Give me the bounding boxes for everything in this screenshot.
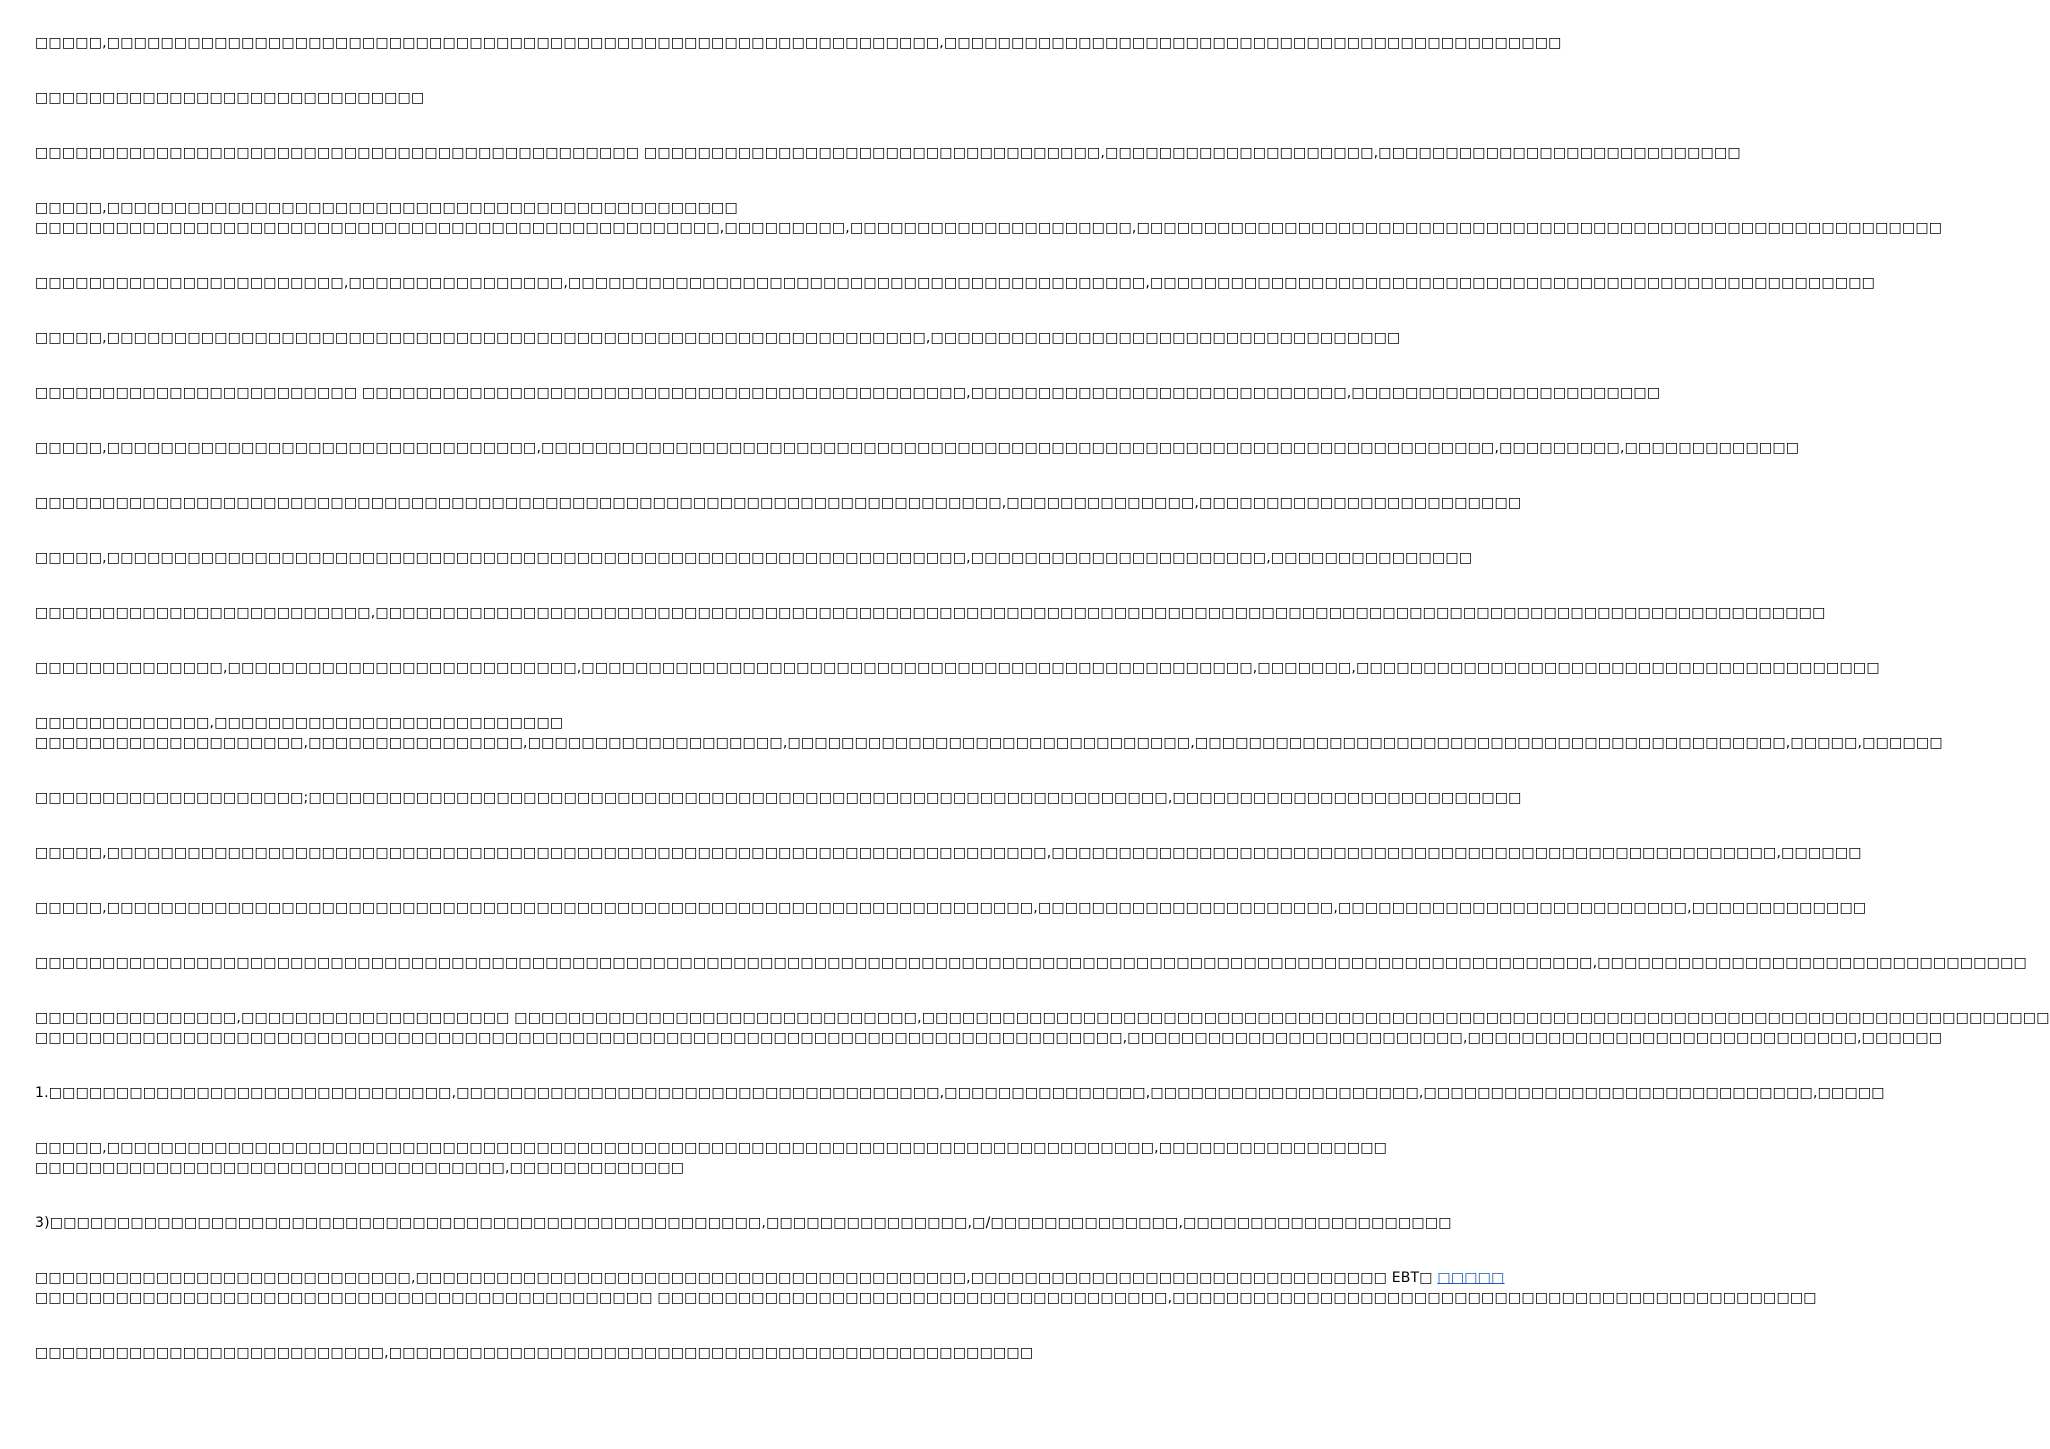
paragraph-18: □□□□□,□□□□□□□□□□□□□□□□□□□□□□□□□□□□□□□□□□□□□□□□□□□□□□□□□□□□□□□□□□□□□□□□□□□□□,□□□□□□□□□□□□□□□□□□□□□□,□□□□□□□□□□□□□□□□□□□□□□□□□□,□□□□□□□□□□□□□ (35, 900, 1867, 916)
paragraph-19: □□□□□□□□□□□□□□□□□□□□□□□□□□□□□□□□□□□□□□□□□□□□□□□□□□□□□□□□□□□□□□□□□□□□□□□□□□□□□□□□□□□□□□□□□□□□□□□□□□□□□□□□□□□□□□□□□□□□,□□□□□□□□□□□□□□□□□□□□□□□□□□□□□□□□ (35, 955, 2027, 971)
paragraph-8: □□□□□□□□□□□□□□□□□□□□□□□□ □□□□□□□□□□□□□□□□□□□□□□□□□□□□□□□□□□□□□□□□□□□□□,□□□□□□□□□□□□□□□□□□□□□□□□□□□□,□□□□□□□□□□□□□□□□□□□□□□□ (35, 385, 1661, 401)
paragraph-16: □□□□□□□□□□□□□□□□□□□□;□□□□□□□□□□□□□□□□□□□□□□□□□□□□□□□□□□□□□□□□□□□□□□□□□□□□□□□□□□□□□□□□,□□□□□□□□□□□□□□□□□□□□□□□□□□ (35, 790, 1522, 806)
paragraph-28: □□□□□□□□□□□□□□□□□□□□□□□□□□,□□□□□□□□□□□□□□□□□□□□□□□□□□□□□□□□□□□□□□□□□□□□□□□□ (35, 1345, 1034, 1361)
document-body (35, 33, 2050, 1363)
paragraph-7: □□□□□,□□□□□□□□□□□□□□□□□□□□□□□□□□□□□□□□□□□□□□□□□□□□□□□□□□□□□□□□□□□□□,□□□□□□□□□□□□□□□□□□□□□□□□□□□□□□□□□□□ (35, 330, 1401, 346)
paragraph-23: □□□□□,□□□□□□□□□□□□□□□□□□□□□□□□□□□□□□□□□□□□□□□□□□□□□□□□□□□□□□□□□□□□□□□□□□□□□□□□□□□□□□,□□□□□□□□□□□□□□□□□ (35, 1140, 1388, 1156)
paragraph-25: 3)□□□□□□□□□□□□□□□□□□□□□□□□□□□□□□□□□□□□□□□□□□□□□□□□□□□□□,□□□□□□□□□□□□□□□,□/□□□□□□□□□□□□□□,□□□□□□□□□□□□□□□□□□□□ (35, 1215, 1452, 1231)
paragraph-26-text: □□□□□□□□□□□□□□□□□□□□□□□□□□□□,□□□□□□□□□□□□□□□□□□□□□□□□□□□□□□□□□□□□□□□□□,□□□□□□□□□□□□□□□□□□□□□□□□□□□□□□□ EBT□ (35, 1270, 1433, 1286)
paragraph-26 (35, 1268, 1505, 1288)
paragraph-15: □□□□□□□□□□□□□□□□□□□□,□□□□□□□□□□□□□□□□,□□□□□□□□□□□□□□□□□□□,□□□□□□□□□□□□□□□□□□□□□□□□□□□□□□,□□□□□□□□□□□□□□□□□□□□□□□□□□□□□□□□□□□□□□□□□□□□,□□□□□,□□□□□□ (35, 735, 1943, 751)
paragraph-10: □□□□□□□□□□□□□□□□□□□□□□□□□□□□□□□□□□□□□□□□□□□□□□□□□□□□□□□□□□□□□□□□□□□□□□□□,□□□□□□□□□□□□□□,□□□□□□□□□□□□□□□□□□□□□□□□ (35, 495, 1522, 511)
paragraph-4: □□□□□,□□□□□□□□□□□□□□□□□□□□□□□□□□□□□□□□□□□□□□□□□□□□□□□ (35, 200, 738, 216)
paragraph-24: □□□□□□□□□□□□□□□□□□□□□□□□□□□□□□□□□□□,□□□□□□□□□□□□□ (35, 1160, 685, 1176)
paragraph-1: □□□□□,□□□□□□□□□□□□□□□□□□□□□□□□□□□□□□□□□□□□□□□□□□□□□□□□□□□□□□□□□□□□□□,□□□□□□□□□□□□□□□□□□□□□□□□□□□□□□□□□□□□□□□□□□□□□□ (35, 35, 1562, 51)
paragraph-11: □□□□□,□□□□□□□□□□□□□□□□□□□□□□□□□□□□□□□□□□□□□□□□□□□□□□□□□□□□□□□□□□□□□□□□,□□□□□□□□□□□□□□□□□□□□□□,□□□□□□□□□□□□□□□ (35, 550, 1473, 566)
paragraph-12: □□□□□□□□□□□□□□□□□□□□□□□□□,□□□□□□□□□□□□□□□□□□□□□□□□□□□□□□□□□□□□□□□□□□□□□□□□□□□□□□□□□□□□□□□□□□□□□□□□□□□□□□□□□□□□□□□□□□□□□□□□□□□□□□□□□□□□ (35, 605, 1826, 621)
paragraph-17: □□□□□,□□□□□□□□□□□□□□□□□□□□□□□□□□□□□□□□□□□□□□□□□□□□□□□□□□□□□□□□□□□□□□□□□□□□□□,□□□□□□□□□□□□□□□□□□□□□□□□□□□□□□□□□□□□□□□□□□□□□□□□□□□□□□,□□□□□□ (35, 845, 1862, 861)
paragraph-9: □□□□□,□□□□□□□□□□□□□□□□□□□□□□□□□□□□□□□□,□□□□□□□□□□□□□□□□□□□□□□□□□□□□□□□□□□□□□□□□□□□□□□□□□□□□□□□□□□□□□□□□□□□□□□□,□□□□□□□□□,□□□□□□□□□□□□□ (35, 440, 1800, 456)
paragraph-13: □□□□□□□□□□□□□□,□□□□□□□□□□□□□□□□□□□□□□□□□□,□□□□□□□□□□□□□□□□□□□□□□□□□□□□□□□□□□□□□□□□□□□□□□□□□□,□□□□□□□,□□□□□□□□□□□□□□□□□□□□□□□□□□□□□□□□□□□□□□□ (35, 660, 1880, 676)
paragraph-6: □□□□□□□□□□□□□□□□□□□□□□□,□□□□□□□□□□□□□□□□,□□□□□□□□□□□□□□□□□□□□□□□□□□□□□□□□□□□□□□□□□□□,□□□□□□□□□□□□□□□□□□□□□□□□□□□□□□□□□□□□□□□□□□□□□□□□□□□□□□ (35, 275, 1876, 291)
paragraph-22: 1.□□□□□□□□□□□□□□□□□□□□□□□□□□□□□□,□□□□□□□□□□□□□□□□□□□□□□□□□□□□□□□□□□□□,□□□□□□□□□□□□□□□,□□□□□□□□□□□□□□□□□□□□,□□□□□□□□□□□□□□□□□□□□□□□□□□□□□,□□□□□ (35, 1085, 1885, 1101)
inline-link[interactable]: □□□□□ (1437, 1270, 1505, 1286)
paragraph-27: □□□□□□□□□□□□□□□□□□□□□□□□□□□□□□□□□□□□□□□□□□□□□□ □□□□□□□□□□□□□□□□□□□□□□□□□□□□□□□□□□□□□□,□□□□□□□□□□□□□□□□□□□□□□□□□□□□□□□□□□□□□□□□□□□□□□□□ (35, 1290, 1817, 1306)
paragraph-2: □□□□□□□□□□□□□□□□□□□□□□□□□□□□□ (35, 90, 425, 106)
paragraph-14: □□□□□□□□□□□□□,□□□□□□□□□□□□□□□□□□□□□□□□□□ (35, 715, 564, 731)
paragraph-3: □□□□□□□□□□□□□□□□□□□□□□□□□□□□□□□□□□□□□□□□□□□□□ □□□□□□□□□□□□□□□□□□□□□□□□□□□□□□□□□□,□□□□□□□□□□□□□□□□□□□□,□□□□□□□□□□□□□□□□□□□□□□□□□□□ (35, 145, 1741, 161)
paragraph-21: □□□□□□□□□□□□□□□□□□□□□□□□□□□□□□□□□□□□□□□□□□□□□□□□□□□□□□□□□□□□□□□□□□□□□□□□□□□□□□□□□,□□□□□□□□□□□□□□□□□□□□□□□□□,□□□□□□□□□□□□□□□□□□□□□□□□□□□□□,□□□□□□ (35, 1030, 1943, 1046)
paragraph-20: □□□□□□□□□□□□□□□,□□□□□□□□□□□□□□□□□□□□ □□□□□□□□□□□□□□□□□□□□□□□□□□□□□□,□□□□□□□□□□□□□□□□□□□□□□□□□□□□□□□□□□□□□□□□□□□□□□□□□□□□□□□□□□□□□□□□□□□□□□□□□□□□□□□□□□□□ (35, 1010, 2050, 1026)
paragraph-5: □□□□□□□□□□□□□□□□□□□□□□□□□□□□□□□□□□□□□□□□□□□□□□□□□□□,□□□□□□□□□,□□□□□□□□□□□□□□□□□□□□□,□□□□□□□□□□□□□□□□□□□□□□□□□□□□□□□□□□□□□□□□□□□□□□□□□□□□□□□□□□□□ (35, 220, 1943, 236)
